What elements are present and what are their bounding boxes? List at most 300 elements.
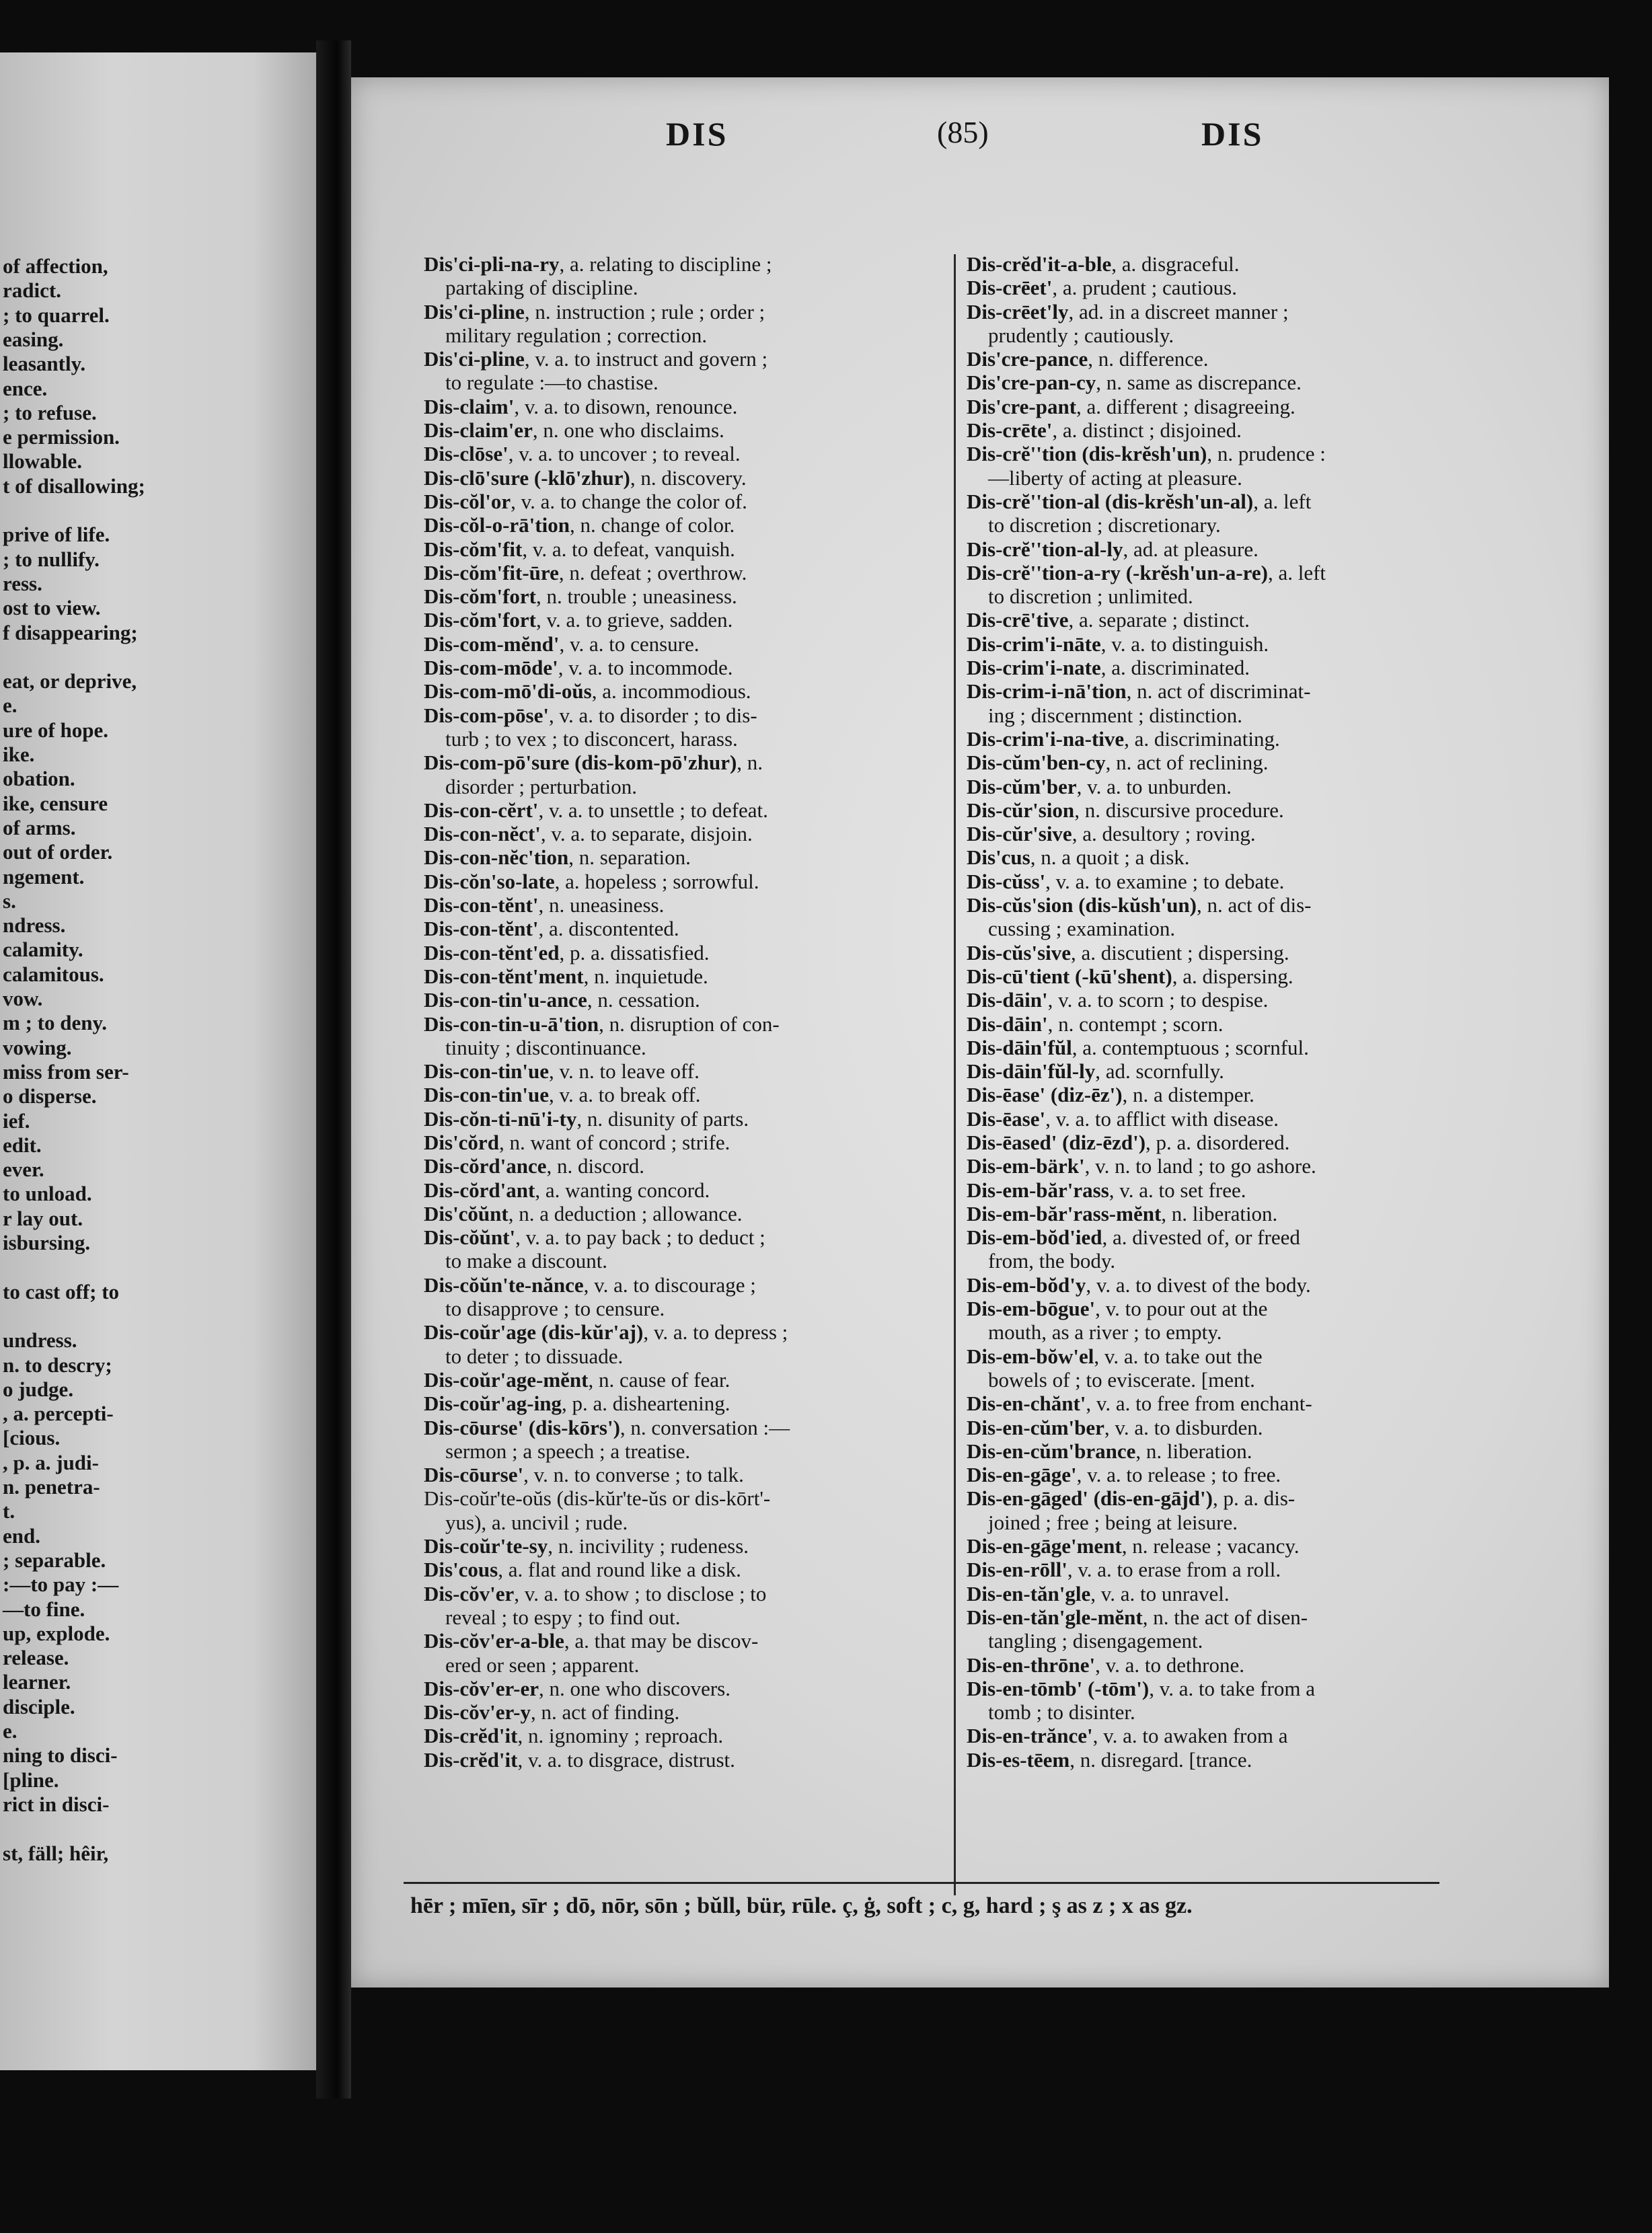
headword: Dis'ci-pli-na-ry [424, 252, 560, 276]
dictionary-line: Dis-cŭs'sion (dis-kŭsh'un), n. act of dis- [967, 893, 1312, 917]
headword: Dis-cŭr'sive [967, 822, 1072, 846]
headword: Dis-cŭss' [967, 869, 1046, 893]
dictionary-line: Dis-coŭr'age (dis-kŭr'aj), v. a. to depress ; [424, 1320, 788, 1345]
headword: Dis-con-tĕnt'ed [424, 940, 560, 964]
headword: Dis'cus [967, 845, 1030, 870]
left-page-text-fragment: ; to nullify. [3, 547, 100, 571]
headword: Dis-en-tăn'gle-mĕnt [967, 1605, 1143, 1629]
dictionary-line: Dis-ēase' (diz-ēz'), n. a distemper. [967, 1083, 1254, 1107]
left-page-text-fragment: to cast off; to [3, 1279, 120, 1303]
headword: Dis-ēase' [967, 1106, 1046, 1131]
headword: Dis-crim'i-na-tive [967, 726, 1125, 751]
dictionary-line: Dis-con-tĕnt'ed, p. a. dissatisfied. [424, 940, 710, 964]
headword: Dis-crēet' [967, 276, 1053, 300]
left-page-text-fragment: ngement. [3, 864, 85, 888]
dictionary-line: Dis-com-mĕnd', v. a. to censure. [424, 632, 700, 656]
headword: Dis-dāin' [967, 988, 1048, 1012]
headword: Dis-con-tin-u-ā'tion [424, 1012, 599, 1036]
left-page-text-fragment: e. [3, 693, 17, 718]
running-head-left: DIS [666, 115, 728, 153]
headword: Dis-con-nĕct' [424, 822, 541, 846]
headword: Dis-es-tēem [967, 1747, 1070, 1772]
left-page-text-fragment: e permission. [3, 425, 120, 449]
left-page-text-fragment: :—to pay :— [3, 1573, 119, 1597]
left-page-text-fragment: t of disallowing; [3, 474, 145, 498]
headword: Dis-crim-i-nā'tion [967, 679, 1127, 704]
left-page-text-fragment: disciple. [3, 1694, 75, 1718]
left-page-text-fragment: f disappearing; [3, 620, 138, 644]
left-page-text-fragment: ndress. [3, 913, 66, 938]
left-page-text-fragment: ning to disci- [3, 1743, 118, 1768]
dictionary-line: Dis-cŏv'er-er, n. one who discovers. [424, 1676, 730, 1700]
dictionary-line: Dis-com-pōse', v. a. to disorder ; to dis- [424, 703, 757, 727]
dictionary-line: Dis-cŭr'sion, n. discursive procedure. [967, 798, 1284, 822]
headword: Dis-crē'tive [967, 608, 1069, 632]
headword: Dis-ēased' (diz-ēzd') [967, 1130, 1146, 1154]
dictionary-line: Dis-clōse', v. a. to uncover ; to reveal. [424, 442, 741, 466]
headword: Dis-cŏm'fit-ūre [424, 560, 559, 584]
dictionary-line: Dis-dāin', n. contempt ; scorn. [967, 1012, 1224, 1036]
left-page-text-fragment: , p. a. judi- [3, 1450, 99, 1474]
dictionary-line: Dis-es-tēem, n. disregard. [trance. [967, 1747, 1252, 1772]
dictionary-line: Dis-ēased' (diz-ēzd'), p. a. disordered. [967, 1130, 1290, 1154]
dictionary-line: Dis-em-bärk', v. n. to land ; to go ashore. [967, 1154, 1316, 1178]
headword: Dis-cŏl'or [424, 489, 511, 513]
headword: Dis-cŭm'ben-cy [967, 751, 1106, 775]
left-page-text-fragment: ; to refuse. [3, 400, 97, 424]
left-page-text-fragment: miss from ser- [3, 1059, 129, 1084]
headword: Dis-con-tin'ue [424, 1083, 549, 1107]
headword: Dis-cŏv'er-a-ble [424, 1629, 564, 1653]
left-page-text-fragment: ure of hope. [3, 718, 109, 742]
left-page-text-fragment: of affection, [3, 254, 108, 278]
left-page-text-fragment: isbursing. [3, 1231, 91, 1254]
dictionary-line: Dis-crĕ''tion (dis-krĕsh'un), n. prudence : [967, 442, 1326, 466]
dictionary-line: prudently ; cautiously. [988, 323, 1174, 347]
dictionary-line: to make a discount. [445, 1249, 608, 1273]
dictionary-line: Dis-crĕ''tion-al-ly, ad. at pleasure. [967, 537, 1259, 561]
left-page-text-fragment: e. [3, 1719, 17, 1743]
dictionary-line: Dis-crĕ''tion-al (dis-krĕsh'un-al), a. left [967, 489, 1312, 513]
dictionary-line: Dis-crĕd'it, n. ignominy ; reproach. [424, 1724, 724, 1748]
left-page-text-fragment: ress. [3, 571, 42, 595]
headword: Dis-com-pō'sure (dis-kom-pō'zhur) [424, 751, 737, 775]
left-page-text-fragment: learner. [3, 1670, 71, 1694]
headword: Dis'cre-pant [967, 394, 1077, 418]
left-page-text-fragment: [pline. [3, 1768, 59, 1792]
headword: Dis-em-bärk' [967, 1154, 1085, 1178]
left-page-text-fragment: o disperse. [3, 1084, 97, 1108]
dictionary-line: sermon ; a speech ; a treatise. [445, 1439, 691, 1463]
headword: Dis-cŏv'er-er [424, 1676, 539, 1700]
dictionary-line: Dis-con-tin'u-ance, n. cessation. [424, 988, 700, 1012]
dictionary-line: Dis-crĕd'it-a-ble, a. disgraceful. [967, 252, 1240, 276]
dictionary-line: Dis-en-gāged' (dis-en-gājd'), p. a. dis- [967, 1486, 1296, 1511]
dictionary-line: Dis-em-băr'rass, v. a. to set free. [967, 1178, 1246, 1202]
headword: Dis-em-băr'rass [967, 1178, 1109, 1202]
dictionary-line: Dis-en-tăn'gle-mĕnt, n. the act of disen- [967, 1605, 1308, 1629]
dictionary-line: Dis-cŏl'or, v. a. to change the color of. [424, 489, 747, 513]
dictionary-line: Dis-en-gāge'ment, n. release ; vacancy. [967, 1534, 1300, 1558]
headword: Dis-claim'er [424, 418, 533, 443]
dictionary-line: Dis'cous, a. flat and round like a disk. [424, 1558, 741, 1582]
headword: Dis-crim'i-nāte [967, 632, 1101, 656]
dictionary-line: Dis-clō'sure (-klō'zhur), n. discovery. [424, 465, 747, 490]
dictionary-line: to disapprove ; to censure. [445, 1297, 665, 1321]
headword: Dis-em-băr'rass-mĕnt [967, 1201, 1162, 1225]
left-page-text-fragment: calamity. [3, 938, 83, 962]
dictionary-line: Dis-com-mōde', v. a. to incommode. [424, 656, 733, 680]
headword: Dis-en-gāge' [967, 1463, 1077, 1487]
left-page-text-fragment: ; separable. [3, 1548, 106, 1572]
dictionary-line: Dis-crēet'ly, ad. in a discreet manner ; [967, 299, 1289, 324]
dictionary-line: Dis-cŭss', v. a. to examine ; to debate. [967, 869, 1285, 893]
dictionary-line: Dis-coŭr'te-sy, n. incivility ; rudeness. [424, 1534, 749, 1558]
headword: Dis-en-tōmb' (-tōm') [967, 1676, 1150, 1700]
headword: Dis-en-gāged' (dis-en-gājd') [967, 1486, 1213, 1511]
left-page-text-fragment: of arms. [3, 815, 76, 839]
dictionary-line: Dis-crim'i-nāte, v. a. to distinguish. [967, 632, 1269, 656]
left-page-text-fragment: edit. [3, 1133, 42, 1157]
dictionary-line: Dis-con-nĕc'tion, n. separation. [424, 845, 691, 870]
headword: Dis-en-trănce' [967, 1724, 1093, 1748]
left-page-text-fragment: eat, or deprive, [3, 669, 137, 693]
dictionary-line: Dis-en-thrōne', v. a. to dethrone. [967, 1653, 1244, 1677]
dictionary-line: Dis-con-tĕnt', n. uneasiness. [424, 893, 665, 917]
headword: Dis-cŏŭnt' [424, 1225, 516, 1250]
headword: Dis-coŭr'ag-ing [424, 1392, 562, 1416]
dictionary-line: Dis'cŏŭnt, n. a deduction ; allowance. [424, 1201, 743, 1225]
left-page-text-fragment: n. penetra- [3, 1475, 100, 1499]
dictionary-line: Dis-crim-i-nā'tion, n. act of discriminat- [967, 679, 1311, 704]
dictionary-line: Dis-cŏn'so-late, a. hopeless ; sorrowful. [424, 869, 759, 893]
dictionary-line: joined ; free ; being at leisure. [988, 1510, 1238, 1534]
headword: Dis-cŭm'ber [967, 774, 1077, 798]
headword: Dis-con-nĕc'tion [424, 845, 569, 870]
headword: Dis-dāin'fŭl-ly [967, 1059, 1096, 1084]
headword: Dis-en-gāge'ment [967, 1534, 1122, 1558]
left-page-text-fragment: o judge. [3, 1377, 74, 1401]
dictionary-line: Dis-con-tin'ue, v. a. to break off. [424, 1083, 701, 1107]
headword: Dis-cŏm'fort [424, 584, 536, 609]
left-page-text-fragment: t. [3, 1499, 15, 1523]
dictionary-line: Dis-cŏm'fit, v. a. to defeat, vanquish. [424, 537, 735, 561]
dictionary-line: to discretion ; unlimited. [988, 584, 1193, 609]
left-page-text-fragment: up, explode. [3, 1621, 110, 1645]
dictionary-line: Dis-coŭr'te-oŭs (dis-kŭr'te-ŭs or dis-kōrt'- [424, 1486, 771, 1511]
dictionary-line: Dis-crĕd'it, v. a. to disgrace, distrust. [424, 1747, 735, 1772]
dictionary-line: Dis-com-pō'sure (dis-kom-pō'zhur), n. [424, 751, 763, 775]
dictionary-line: Dis-dāin'fŭl-ly, ad. scornfully. [967, 1059, 1224, 1084]
dictionary-line: Dis-crim'i-nate, a. discriminated. [967, 656, 1250, 680]
headword: Dis-cŏrd'ant [424, 1178, 535, 1202]
dictionary-line: cussing ; examination. [988, 917, 1176, 941]
dictionary-line: Dis-cŏl-o-rā'tion, n. change of color. [424, 513, 735, 537]
headword: Dis-crĕ''tion-a-ry (-krĕsh'un-a-re) [967, 560, 1268, 584]
headword: Dis'ci-pline [424, 299, 525, 324]
headword: Dis'cous [424, 1558, 498, 1582]
dictionary-line: Dis'cre-pant, a. different ; disagreeing. [967, 394, 1296, 418]
headword: Dis-cŭs'sive [967, 940, 1071, 964]
headword: Dis-en-rōll' [967, 1558, 1067, 1582]
dictionary-line: tinuity ; discontinuance. [445, 1035, 646, 1059]
headword: Dis'cre-pan-cy [967, 371, 1096, 395]
dictionary-line: Dis-en-trănce', v. a. to awaken from a [967, 1724, 1288, 1748]
dictionary-line: Dis-crim'i-na-tive, a. discriminating. [967, 726, 1280, 751]
left-page-text-fragment: llowable. [3, 449, 82, 474]
dictionary-line: Dis-en-chănt', v. a. to free from enchant- [967, 1392, 1312, 1416]
headword: Dis-cŏrd'ance [424, 1154, 547, 1178]
left-page-text-fragment: st, fäll; hêir, [3, 1841, 109, 1865]
dictionary-line: Dis-com-mō'di-oŭs, a. incommodious. [424, 679, 751, 704]
headword: Dis-cŏm'fit [424, 537, 523, 561]
dictionary-line: Dis-cŭm'ber, v. a. to unburden. [967, 774, 1232, 798]
dictionary-line: yus), a. uncivil ; rude. [445, 1510, 628, 1534]
dictionary-line: from, the body. [988, 1249, 1116, 1273]
left-page-text-fragment: ike, censure [3, 791, 108, 815]
dictionary-line: Dis'cre-pan-cy, n. same as discrepance. [967, 371, 1302, 395]
headword: Dis-com-mō'di-oŭs [424, 679, 592, 704]
dictionary-line: Dis-ēase', v. a. to afflict with disease. [967, 1106, 1279, 1131]
dictionary-line: Dis-en-tōmb' (-tōm'), v. a. to take from a [967, 1676, 1315, 1700]
headword: Dis-cōurse' (dis-kōrs') [424, 1415, 620, 1439]
dictionary-line: Dis-dāin', v. a. to scorn ; to despise. [967, 988, 1269, 1012]
headword: Dis-cŏl-o-rā'tion [424, 513, 570, 537]
dictionary-line: Dis-dāin'fŭl, a. contemptuous ; scornful. [967, 1035, 1309, 1059]
headword: Dis-em-bŏw'el [967, 1344, 1094, 1368]
left-page-text-fragment: out of order. [3, 840, 113, 864]
headword: Dis-ēase' (diz-ēz') [967, 1083, 1123, 1107]
headword: Dis-crim'i-nate [967, 656, 1101, 680]
dictionary-line: Dis-cŏm'fort, n. trouble ; uneasiness. [424, 584, 737, 609]
dictionary-line: Dis-claim'er, n. one who disclaims. [424, 418, 724, 443]
left-page-text-fragment: ; to quarrel. [3, 303, 110, 327]
headword: Dis-en-chănt' [967, 1392, 1086, 1416]
left-page-text-fragment: ief. [3, 1108, 30, 1133]
dictionary-line: Dis-em-bŏd'ied, a. divested of, or freed [967, 1225, 1300, 1250]
right-column [967, 252, 1485, 1772]
dictionary-line: tomb ; to disinter. [988, 1700, 1135, 1725]
left-page-text-fragment: m ; to deny. [3, 1011, 107, 1035]
headword: Dis-crĕ''tion-al-ly [967, 537, 1123, 561]
dictionary-line: Dis-con-tin-u-ā'tion, n. disruption of con- [424, 1012, 780, 1036]
left-page-text-fragment: obation. [3, 767, 75, 791]
dictionary-line: to regulate :—to chastise. [445, 371, 659, 395]
dictionary-line: Dis-cŏn-ti-nū'i-ty, n. disunity of parts. [424, 1106, 749, 1131]
dictionary-line: Dis'ci-pline, n. instruction ; rule ; order ; [424, 299, 765, 324]
dictionary-line: Dis-cōurse', v. n. to converse ; to talk. [424, 1463, 744, 1487]
dictionary-line: mouth, as a river ; to empty. [988, 1320, 1222, 1345]
dictionary-line: Dis-con-tin'ue, v. n. to leave off. [424, 1059, 700, 1084]
headword: Dis-coŭr'te-sy [424, 1534, 548, 1558]
headword: Dis-crĕd'it [424, 1724, 518, 1748]
pronunciation-key: hēr ; mīen, sīr ; dō, nōr, sōn ; bŭll, bür, rūle. ç, ġ, soft ; c, g, hard ; ş as z ; x as gz. [410, 1893, 1193, 1918]
dictionary-line: tangling ; disengagement. [988, 1629, 1203, 1653]
dictionary-line: Dis-cŏŭn'te-nănce, v. a. to discourage ; [424, 1273, 756, 1297]
dictionary-line: Dis-cŏm'fit-ūre, n. defeat ; overthrow. [424, 560, 747, 584]
dictionary-line: Dis-coŭr'ag-ing, p. a. disheartening. [424, 1392, 730, 1416]
left-page-text-fragment: ence. [3, 376, 48, 400]
headword: Dis'cŏrd [424, 1130, 499, 1154]
dictionary-line: Dis-con-nĕct', v. a. to separate, disjoin. [424, 822, 753, 846]
headword: Dis-dāin' [967, 1012, 1048, 1036]
dictionary-line: Dis'cŏrd, n. want of concord ; strife. [424, 1130, 730, 1154]
headword: Dis-con-tĕnt' [424, 893, 539, 917]
headword: Dis-clō'sure (-klō'zhur) [424, 465, 630, 490]
dictionary-line: disorder ; perturbation. [445, 774, 637, 798]
left-page-text-fragment: vowing. [3, 1035, 72, 1059]
headword: Dis-en-cŭm'ber [967, 1415, 1104, 1439]
headword: Dis-crĕd'it-a-ble [967, 252, 1112, 276]
headword: Dis-crĕd'it [424, 1747, 518, 1772]
dictionary-line: Dis-cŏŭnt', v. a. to pay back ; to deduct ; [424, 1225, 765, 1250]
headword: Dis-crēet'ly [967, 299, 1069, 324]
book-gutter [316, 40, 351, 2098]
dictionary-line: Dis-con-cĕrt', v. a. to unsettle ; to defeat. [424, 798, 768, 822]
headword: Dis-con-tĕnt'ment [424, 964, 584, 988]
left-page-text-fragment: n. to descry; [3, 1353, 112, 1377]
dictionary-line: Dis-cōurse' (dis-kōrs'), n. conversation :— [424, 1415, 790, 1439]
headword: Dis-con-tin'u-ance [424, 988, 587, 1012]
headword: Dis'ci-pline [424, 347, 525, 371]
dictionary-line: Dis-em-bŏd'y, v. a. to divest of the body. [967, 1273, 1311, 1297]
footer-rule [404, 1882, 1439, 1884]
headword: Dis-em-bōgue' [967, 1297, 1096, 1321]
left-page-text-fragment: end. [3, 1523, 40, 1548]
dictionary-line: Dis'ci-pline, v. a. to instruct and govern ; [424, 347, 768, 371]
dictionary-line: Dis-cŏv'er-y, n. act of finding. [424, 1700, 680, 1725]
left-page-text-fragment: undress. [3, 1328, 77, 1353]
headword: Dis-en-tăn'gle [967, 1581, 1091, 1605]
headword: Dis-cŏn'so-late [424, 869, 555, 893]
dictionary-line: Dis-con-tĕnt'ment, n. inquietude. [424, 964, 708, 988]
dictionary-line: Dis-en-cŭm'brance, n. liberation. [967, 1439, 1252, 1463]
dictionary-line: Dis-cŏv'er, v. a. to show ; to disclose ; to [424, 1581, 767, 1605]
left-page-text-fragment: ike. [3, 743, 35, 766]
headword: Dis-con-tin'ue [424, 1059, 549, 1084]
dictionary-line: Dis-cū'tient (-kū'shent), a. dispersing. [967, 964, 1293, 988]
dictionary-line: reveal ; to espy ; to find out. [445, 1605, 681, 1629]
dictionary-line: Dis-em-băr'rass-mĕnt, n. liberation. [967, 1201, 1278, 1225]
left-column [424, 252, 942, 1772]
headword: Dis-coŭr'age-mĕnt [424, 1367, 589, 1392]
left-page-text-fragment: ever. [3, 1158, 44, 1182]
headword: Dis-con-cĕrt' [424, 798, 539, 822]
dictionary-line: —liberty of acting at pleasure. [988, 465, 1242, 490]
dictionary-line: Dis-cŏrd'ance, n. discord. [424, 1154, 645, 1178]
dictionary-line: turb ; to vex ; to disconcert, harass. [445, 726, 738, 751]
headword: Dis-crĕ''tion-al (dis-krĕsh'un-al) [967, 489, 1254, 513]
dictionary-line: Dis-claim', v. a. to disown, renounce. [424, 394, 738, 418]
page-number: (85) [937, 115, 989, 149]
left-page-text-fragment: prive of life. [3, 523, 110, 547]
dictionary-line: Dis'ci-pli-na-ry, a. relating to discipline ; [424, 252, 772, 276]
headword: Dis-com-pōse' [424, 703, 549, 727]
headword: Dis-cŭr'sion [967, 798, 1075, 822]
dictionary-line: Dis-crēte', a. distinct ; disjoined. [967, 418, 1242, 443]
headword: Dis-crĕ''tion (dis-krĕsh'un) [967, 442, 1207, 466]
headword: Dis-en-thrōne' [967, 1653, 1096, 1677]
headword: Dis-coŭr'age (dis-kŭr'aj) [424, 1320, 644, 1345]
dictionary-line: Dis'cre-pance, n. difference. [967, 347, 1209, 371]
left-page-text-fragment: r lay out. [3, 1206, 83, 1230]
dictionary-line: Dis-en-gāge', v. a. to release ; to free. [967, 1463, 1281, 1487]
dictionary-line: ing ; discernment ; distinction. [988, 703, 1242, 727]
dictionary-line: Dis-con-tĕnt', a. discontented. [424, 917, 679, 941]
headword: Dis-en-cŭm'brance [967, 1439, 1136, 1463]
column-divider [954, 254, 956, 1895]
dictionary-line: Dis-cŏm'fort, v. a. to grieve, sadden. [424, 608, 733, 632]
headword: Dis-cŏn-ti-nū'i-ty [424, 1106, 577, 1131]
dictionary-line: Dis-cŏrd'ant, a. wanting concord. [424, 1178, 710, 1202]
dictionary-line: Dis-crēet', a. prudent ; cautious. [967, 276, 1238, 300]
left-page-text-fragment: rict in disci- [3, 1792, 110, 1816]
headword: Dis-cōurse' [424, 1463, 524, 1487]
headword: Dis-com-mĕnd' [424, 632, 560, 656]
left-page-text-fragment: [cious. [3, 1426, 61, 1450]
dictionary-line: to discretion ; discretionary. [988, 513, 1221, 537]
dictionary-line: Dis-cŏv'er-a-ble, a. that may be discov- [424, 1629, 759, 1653]
left-page-text-fragment: radict. [3, 278, 61, 303]
headword: Dis-con-tĕnt' [424, 917, 539, 941]
dictionary-line: Dis-en-tăn'gle, v. a. to unravel. [967, 1581, 1230, 1605]
left-page-text-fragment: ost to view. [3, 596, 101, 620]
left-page-text-fragment: release. [3, 1646, 69, 1670]
dictionary-line: Dis-em-bōgue', v. to pour out at the [967, 1297, 1268, 1321]
headword: Dis-cŏm'fort [424, 608, 536, 632]
left-page-text-fragment: —to fine. [3, 1597, 85, 1621]
dictionary-line: Dis-crĕ''tion-a-ry (-krĕsh'un-a-re), a. left [967, 560, 1326, 584]
left-page-text-fragment: easing. [3, 327, 64, 351]
dictionary-line: partaking of discipline. [445, 276, 638, 300]
dictionary-line: Dis-en-rōll', v. a. to erase from a roll. [967, 1558, 1281, 1582]
headword: Dis-cŏv'er-y [424, 1700, 531, 1725]
dictionary-line: military regulation ; correction. [445, 323, 708, 347]
left-page-text-fragment: vow. [3, 987, 43, 1010]
dictionary-line: Dis-cŭr'sive, a. desultory ; roving. [967, 822, 1256, 846]
dictionary-line: Dis-coŭr'age-mĕnt, n. cause of fear. [424, 1367, 730, 1392]
left-page-text-fragment: s. [3, 888, 16, 913]
headword: Dis-com-mōde' [424, 656, 558, 680]
headword: Dis-cŏv'er [424, 1581, 515, 1605]
dictionary-line: Dis-cŭs'sive, a. discutient ; dispersing. [967, 940, 1289, 964]
headword: Dis-cŏŭn'te-nănce [424, 1273, 584, 1297]
headword: Dis'cŏŭnt [424, 1201, 509, 1225]
running-head-right: DIS [1201, 115, 1264, 153]
dictionary-line: Dis'cus, n. a quoit ; a disk. [967, 845, 1190, 870]
left-page-text-fragment: , a. percepti- [3, 1402, 114, 1426]
dictionary-line: ered or seen ; apparent. [445, 1653, 640, 1677]
headword: Dis'cre-pance [967, 347, 1088, 371]
left-page-fragment [0, 52, 316, 2070]
dictionary-line: Dis-crē'tive, a. separate ; distinct. [967, 608, 1250, 632]
headword: Dis-claim' [424, 394, 515, 418]
headword: Dis-dāin'fŭl [967, 1035, 1072, 1059]
headword: Dis-em-bŏd'ied [967, 1225, 1102, 1250]
dictionary-line: Dis-en-cŭm'ber, v. a. to disburden. [967, 1415, 1263, 1439]
left-page-text-fragment: calamitous. [3, 962, 104, 986]
headword: Dis-cŭs'sion (dis-kŭsh'un) [967, 893, 1197, 917]
headword: Dis-em-bŏd'y [967, 1273, 1086, 1297]
dictionary-line: bowels of ; to eviscerate. [ment. [988, 1367, 1255, 1392]
headword: Dis-clōse' [424, 442, 509, 466]
dictionary-line: Dis-cŭm'ben-cy, n. act of reclining. [967, 751, 1269, 775]
left-page-text-fragment: to unload. [3, 1182, 92, 1206]
headword: Dis-crēte' [967, 418, 1053, 443]
dictionary-line: Dis-em-bŏw'el, v. a. to take out the [967, 1344, 1263, 1368]
dictionary-line: to deter ; to dissuade. [445, 1344, 624, 1368]
left-page-text-fragment: leasantly. [3, 352, 86, 376]
